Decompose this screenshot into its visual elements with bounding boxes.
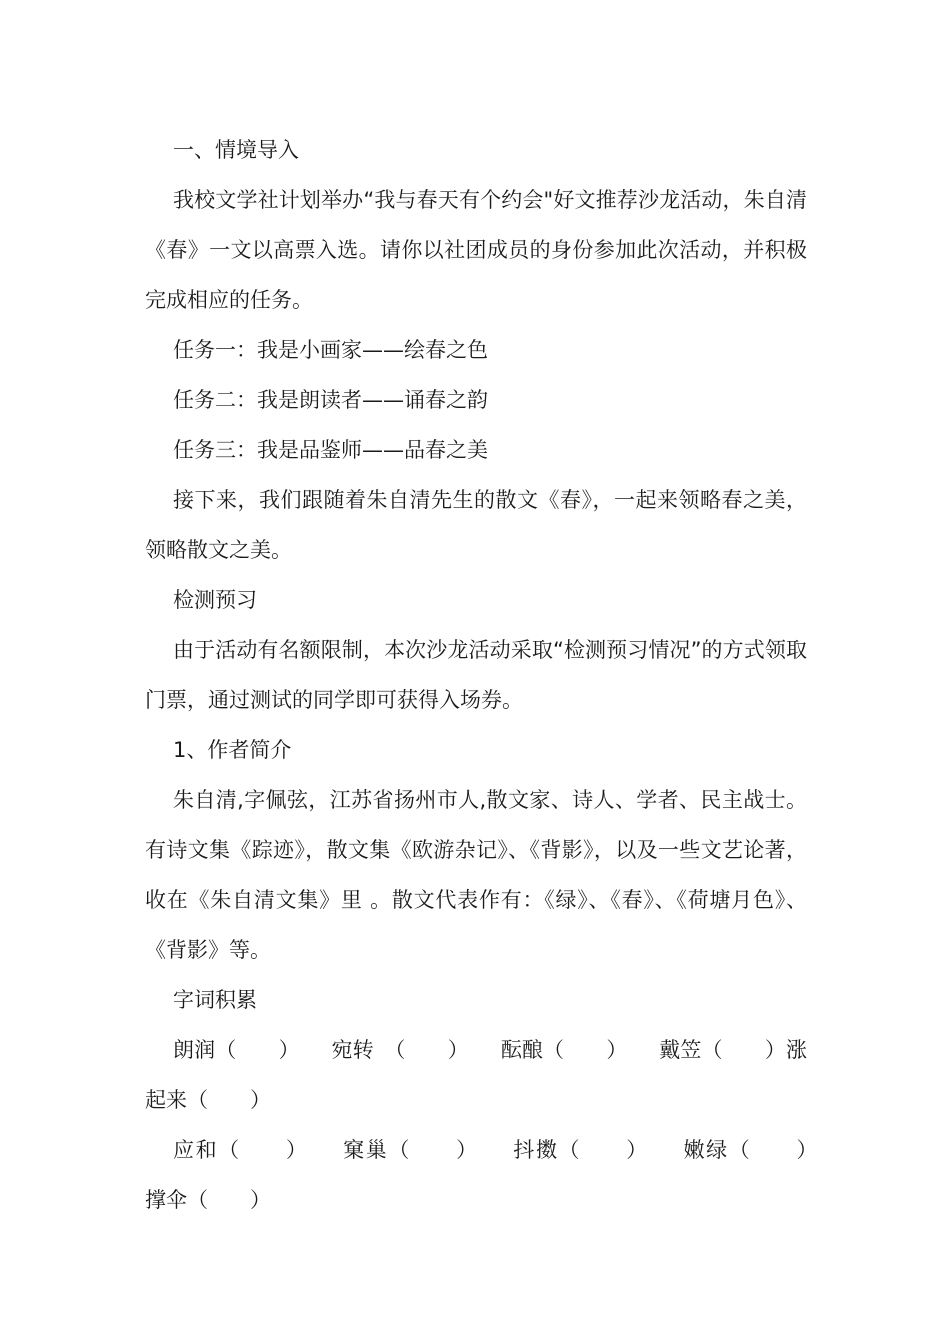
- intro-paragraph: 我校文学社计划举办“我与春天有个约会"好文推荐沙龙活动，朱自清《春》一文以高票入选。请你以社团成员的身份参加此次活动，并积极完成相应的任务。: [145, 188, 807, 312]
- author-title: 1、作者简介: [173, 738, 292, 762]
- preview-paragraph: 由于活动有名额限制，本次沙龙活动采取“检测预习情况”的方式领取门票，通过测试的同学即可获得入场券。: [145, 638, 807, 712]
- vocab-row-2: 应和（ ） 窠巢（ ） 抖擞（ ） 嫩绿（ ） 撑伞（ ）: [145, 1138, 849, 1212]
- author-paragraph: 朱自清,字佩弦，江苏省扬州市人,散文家、诗人、学者、民主战士。有诗文集《踪迹》，散文集《欧游杂记》、《背影》，以及一些文艺论著，收在《朱自清文集》里 。散文代表作有：《绿》、《春》、《荷塘月色》、《背影》等。: [145, 788, 807, 962]
- task-two: 任务二：我是朗读者——诵春之韵: [173, 388, 488, 412]
- document-body: [145, 125, 849, 1225]
- task-one: 任务一：我是小画家——绘春之色: [173, 338, 488, 362]
- vocab-title: 字词积累: [173, 988, 257, 1012]
- vocab-row-1: 朗润（ ） 宛转 （ ） 酝酿（ ） 戴笠（ ）涨起来（ ）: [145, 1038, 807, 1112]
- preview-title: 检测预习: [173, 588, 257, 612]
- task-three: 任务三：我是品鉴师——品春之美: [173, 438, 488, 462]
- section-title: 一、情境导入: [173, 138, 299, 162]
- lead-in-paragraph: 接下来，我们跟随着朱自清先生的散文《春》，一起来领略春之美，领略散文之美。: [145, 488, 807, 562]
